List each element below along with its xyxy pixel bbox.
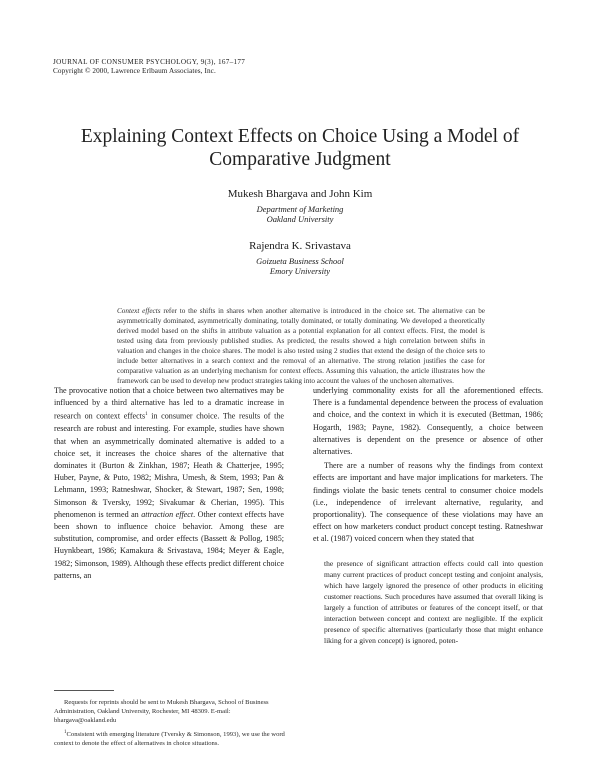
footnotes [54,698,286,748]
footnote-1 [54,728,286,749]
correspondence-note: Requests for reprints should be sent to Mukesh Bhargava, School of Business Administration, Oakland University, Rochester, MI 48309. E-mail: bhargava@oakland.edu [54,699,269,725]
body-paragraph: underlying commonality exists for all the aforementioned effects. There is a fundamental dependence between the process of evaluation and choice, and the context in which it is executed (Bettman, 1986; Hogarth, 1983; Payne, 1982). Consequently, a choice between alternatives is dependent on the presence or absence of other alternatives. [313,386,543,457]
author-department: Goizueta Business School [256,255,344,266]
emphasis-term: attraction effect [141,509,194,519]
author-block-1 [150,188,450,225]
author-names: Mukesh Bhargava and John Kim [227,188,373,200]
journal-citation: JOURNAL OF CONSUMER PSYCHOLOGY, 9(3), 167–177 [53,58,246,66]
author-department: Department of Marketing [256,203,344,214]
footnote-mark: 1 [64,729,67,735]
journal-header [53,58,245,76]
body-paragraph: There are a number of reasons why the findings from context effects are important and have major implications for marketers. The findings violate the basic tenets central to consumer choice models (i.e., independence of irrelevant alternative, regularity, and proportionality). The consequence of these violations may have an effect on how marketers conduct product concept testing. Ratneshwar et al. (1987) voiced concern when they stated that [313,461,543,544]
body-text: in consumer choice. The results of the research are robust and interesting. For example, studies have shown that when an asymmetrically dominated alternative is added to a choice set, it increases the choice shares of the alternative that dominates it (Burton & Zinkhan, 1987; Heath & Chatterjee, 1995; Huber, Payne, & Puto, 1982; Mishra, Umesh, & Stem, 1993; Pan & Lehmann, 1993; Ratneshwar, Shocker, & Stewart, 1987; Sen, 1998; Simonson & Tversky, 1992; Sivakumar & Cherian, 1995). This phenomenon is termed an [54,412,284,519]
abstract [117,306,485,386]
copyright-line: Copyright © 2000, Lawrence Erlbaum Associates, Inc. [53,67,216,75]
block-quote: the presence of significant attraction effects could call into question many current practices of product concept testing and conjoint analysis, which have largely ignored the presence of other products in eliciting customer reactions. Such procedures have assumed that overall liking is largely a function of attributes or features of the concept itself, or that interaction between concept and context are negligible. If the explicit presence of specific alternatives (particularly those that might enhance liking for a given concept) is ignored, poten- [324,558,543,645]
footnote-rule [54,690,114,691]
footnote-ref: 1 [145,412,148,418]
body-column-left [54,385,284,582]
paper-title: Explaining Context Effects on Choice Using a Model of Comparative Judgment [80,126,520,170]
abstract-text: refer to the shifts in shares when another alternative is introduced in the choice set. The alternative can be asymmetrically dominated, asymmetrically dominating, totally dominated, or totally dominating. We developed a theoretically derived model based on the shifts in attribute valuation as a potential explanation for all context effects. First, the model is tested using data from previously published studies. As predicted, the results showed a high correlation between shifts in valuation and changes in the choice shares. The model is also tested using 2 studies that extend the design of the choice sets to include better alternatives in a search context and the removal of an alternative. The strong relation justifies the case for comparative valuation as an underlying mechanism for context effects. Assuming this valuation, the article illustrates how the framework can be used to develop new product strategies taking into account the values of the unchosen alternatives. [117,307,485,385]
footnote-text: Consistent with emerging literature (Tversky & Simonson, 1993), we use the word context to denote the effect of alternatives in choice situations. [54,730,285,747]
body-column-right [313,385,543,646]
author-block-2 [150,240,450,277]
abstract-lead: Context effects [117,307,161,315]
body-text: . Other context effects have been shown to influence choice behavior. Among these are substitution, compromise, and order effects (Bassett & Pollog, 1985; Huynkbeart, 1986; Kamakura & Srivastava, 1984; Meyer & Eagle, 1982; Simonson, 1989). Although these effects predict different choice patterns, an [54,509,284,580]
body-text: The provocative notion that a choice between two alternatives may be influenced by a third alternative has led to a dramatic increase in research on context effects [54,386,284,422]
intro-paragraph [54,385,284,582]
author-school: Oakland University [266,214,334,224]
author-school: Emory University [269,266,331,276]
author-names: Rajendra K. Srivastava [249,240,351,252]
